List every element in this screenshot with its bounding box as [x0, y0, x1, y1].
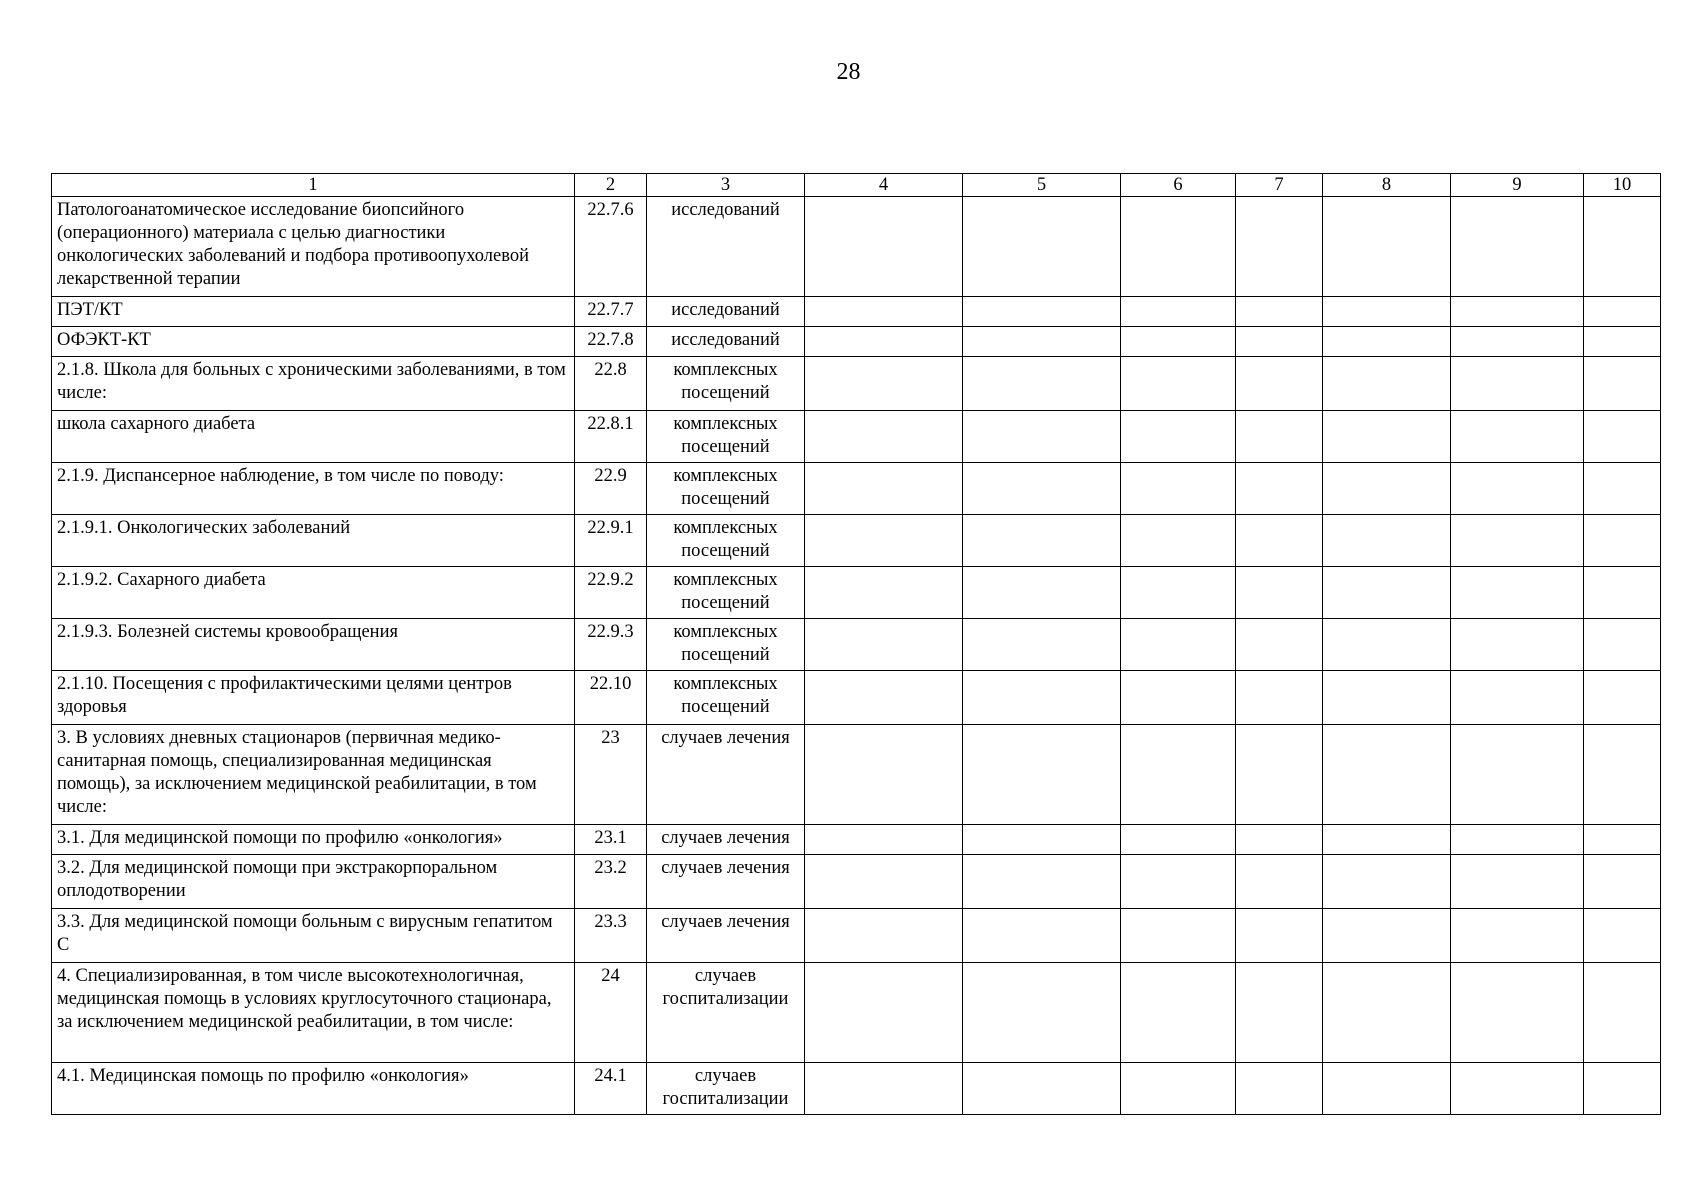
table-row — [52, 297, 1661, 327]
empty-cell — [1584, 619, 1661, 671]
table-row — [52, 357, 1661, 411]
empty-cell — [1236, 725, 1323, 825]
empty-cell — [1451, 619, 1584, 671]
row-name-cell: школа сахарного диабета — [52, 411, 575, 463]
table-header-row — [52, 174, 1661, 197]
table-row — [52, 567, 1661, 619]
empty-cell — [1584, 463, 1661, 515]
empty-cell — [963, 671, 1121, 725]
row-name-cell: 2.1.10. Посещения с профилактическими целями центров здоровья — [52, 671, 575, 725]
empty-cell — [963, 963, 1121, 1063]
empty-cell — [1236, 515, 1323, 567]
empty-cell — [1323, 357, 1451, 411]
empty-cell — [805, 825, 963, 855]
empty-cell — [963, 619, 1121, 671]
empty-cell — [1584, 963, 1661, 1063]
empty-cell — [1121, 963, 1236, 1063]
empty-cell — [1121, 671, 1236, 725]
empty-cell — [1121, 463, 1236, 515]
row-code-cell: 22.9 — [575, 463, 647, 515]
page-number: 28 — [836, 59, 861, 85]
table-row — [52, 515, 1661, 567]
empty-cell — [963, 825, 1121, 855]
empty-cell — [1323, 411, 1451, 463]
empty-cell — [1121, 909, 1236, 963]
empty-cell — [1323, 725, 1451, 825]
row-code-cell: 24 — [575, 963, 647, 1063]
empty-cell — [1236, 825, 1323, 855]
empty-cell — [1451, 357, 1584, 411]
empty-cell — [1236, 411, 1323, 463]
row-name-cell: 3.3. Для медицинской помощи больным с вирусным гепатитом С — [52, 909, 575, 963]
empty-cell — [1451, 567, 1584, 619]
empty-cell — [805, 515, 963, 567]
row-name-cell: Патологоанатомическое исследование биопсийного (операционного) материала с целью диагностики онкологических заболеваний и подбора противоопухолевой лекарственной терапии — [52, 197, 575, 297]
empty-cell — [963, 515, 1121, 567]
row-name-cell: ПЭТ/КТ — [52, 297, 575, 327]
empty-cell — [1451, 909, 1584, 963]
row-code-cell: 22.7.6 — [575, 197, 647, 297]
empty-cell — [963, 197, 1121, 297]
empty-cell — [1451, 671, 1584, 725]
empty-cell — [1323, 515, 1451, 567]
empty-cell — [1584, 327, 1661, 357]
column-header: 9 — [1451, 174, 1584, 197]
row-unit-cell: комплексных посещений — [647, 515, 805, 567]
column-header: 5 — [963, 174, 1121, 197]
table-row — [52, 327, 1661, 357]
empty-cell — [1121, 725, 1236, 825]
column-header: 3 — [647, 174, 805, 197]
empty-cell — [1584, 567, 1661, 619]
empty-cell — [1236, 463, 1323, 515]
row-code-cell: 22.9.2 — [575, 567, 647, 619]
table-row — [52, 963, 1661, 1063]
empty-cell — [1323, 619, 1451, 671]
empty-cell — [1323, 1063, 1451, 1115]
empty-cell — [1121, 197, 1236, 297]
empty-cell — [805, 197, 963, 297]
table-row — [52, 463, 1661, 515]
empty-cell — [1236, 619, 1323, 671]
row-unit-cell: комплексных посещений — [647, 411, 805, 463]
row-code-cell: 24.1 — [575, 1063, 647, 1115]
empty-cell — [1236, 357, 1323, 411]
row-name-cell: 2.1.9.1. Онкологических заболеваний — [52, 515, 575, 567]
empty-cell — [1121, 567, 1236, 619]
empty-cell — [1584, 411, 1661, 463]
empty-cell — [1121, 619, 1236, 671]
empty-cell — [1121, 411, 1236, 463]
row-code-cell: 23.1 — [575, 825, 647, 855]
empty-cell — [1121, 1063, 1236, 1115]
empty-cell — [1451, 825, 1584, 855]
row-unit-cell: случаев лечения — [647, 825, 805, 855]
empty-cell — [1584, 197, 1661, 297]
empty-cell — [805, 909, 963, 963]
empty-cell — [963, 855, 1121, 909]
empty-cell — [1323, 463, 1451, 515]
empty-cell — [1451, 463, 1584, 515]
empty-cell — [805, 1063, 963, 1115]
row-unit-cell: комплексных посещений — [647, 567, 805, 619]
empty-cell — [805, 463, 963, 515]
empty-cell — [1451, 963, 1584, 1063]
empty-cell — [963, 297, 1121, 327]
row-code-cell: 22.9.1 — [575, 515, 647, 567]
empty-cell — [963, 567, 1121, 619]
empty-cell — [1236, 855, 1323, 909]
empty-cell — [805, 963, 963, 1063]
table-row — [52, 411, 1661, 463]
empty-cell — [1323, 963, 1451, 1063]
empty-cell — [1236, 671, 1323, 725]
column-header: 6 — [1121, 174, 1236, 197]
row-unit-cell: комплексных посещений — [647, 619, 805, 671]
empty-cell — [1451, 515, 1584, 567]
empty-cell — [805, 327, 963, 357]
row-unit-cell: случаев лечения — [647, 725, 805, 825]
empty-cell — [1236, 327, 1323, 357]
row-name-cell: 4.1. Медицинская помощь по профилю «онкология» — [52, 1063, 575, 1115]
empty-cell — [1121, 515, 1236, 567]
row-unit-cell: исследований — [647, 327, 805, 357]
table-row — [52, 725, 1661, 825]
empty-cell — [1236, 963, 1323, 1063]
row-code-cell: 22.7.8 — [575, 327, 647, 357]
row-name-cell: 3.2. Для медицинской помощи при экстракорпоральном оплодотворении — [52, 855, 575, 909]
empty-cell — [1584, 515, 1661, 567]
empty-cell — [1584, 855, 1661, 909]
row-name-cell: 2.1.9. Диспансерное наблюдение, в том числе по поводу: — [52, 463, 575, 515]
row-name-cell: 3. В условиях дневных стационаров (первичная медико-санитарная помощь, специализированная медицинская помощь), за исключением медицинской реабилитации, в том числе: — [52, 725, 575, 825]
row-unit-cell: случаев лечения — [647, 909, 805, 963]
row-unit-cell: комплексных посещений — [647, 671, 805, 725]
empty-cell — [805, 725, 963, 825]
empty-cell — [1323, 909, 1451, 963]
empty-cell — [1121, 357, 1236, 411]
row-code-cell: 22.9.3 — [575, 619, 647, 671]
column-header: 4 — [805, 174, 963, 197]
row-code-cell: 22.8.1 — [575, 411, 647, 463]
empty-cell — [1323, 567, 1451, 619]
row-code-cell: 23 — [575, 725, 647, 825]
empty-cell — [1323, 297, 1451, 327]
column-header: 10 — [1584, 174, 1661, 197]
empty-cell — [1323, 327, 1451, 357]
empty-cell — [1236, 567, 1323, 619]
table-row — [52, 855, 1661, 909]
empty-cell — [1451, 327, 1584, 357]
row-code-cell: 22.8 — [575, 357, 647, 411]
empty-cell — [963, 327, 1121, 357]
empty-cell — [963, 463, 1121, 515]
empty-cell — [963, 725, 1121, 825]
empty-cell — [1451, 197, 1584, 297]
empty-cell — [1121, 825, 1236, 855]
empty-cell — [1584, 357, 1661, 411]
empty-cell — [1121, 855, 1236, 909]
empty-cell — [1236, 909, 1323, 963]
row-code-cell: 23.2 — [575, 855, 647, 909]
empty-cell — [805, 619, 963, 671]
row-name-cell: 2.1.8. Школа для больных с хроническими заболеваниями, в том числе: — [52, 357, 575, 411]
empty-cell — [1236, 297, 1323, 327]
row-name-cell: ОФЭКТ-КТ — [52, 327, 575, 357]
empty-cell — [963, 1063, 1121, 1115]
empty-cell — [1323, 671, 1451, 725]
column-header: 7 — [1236, 174, 1323, 197]
empty-cell — [1323, 197, 1451, 297]
table-row — [52, 197, 1661, 297]
table-row — [52, 825, 1661, 855]
column-header: 1 — [52, 174, 575, 197]
empty-cell — [1451, 297, 1584, 327]
empty-cell — [1451, 855, 1584, 909]
row-name-cell: 2.1.9.3. Болезней системы кровообращения — [52, 619, 575, 671]
empty-cell — [1236, 1063, 1323, 1115]
row-code-cell: 22.7.7 — [575, 297, 647, 327]
row-unit-cell: случаев госпитализации — [647, 1063, 805, 1115]
empty-cell — [805, 567, 963, 619]
row-unit-cell: исследований — [647, 297, 805, 327]
empty-cell — [1121, 297, 1236, 327]
empty-cell — [805, 671, 963, 725]
empty-cell — [1584, 725, 1661, 825]
row-code-cell: 23.3 — [575, 909, 647, 963]
table-row — [52, 909, 1661, 963]
row-name-cell: 3.1. Для медицинской помощи по профилю «онкология» — [52, 825, 575, 855]
empty-cell — [1121, 327, 1236, 357]
row-name-cell: 2.1.9.2. Сахарного диабета — [52, 567, 575, 619]
empty-cell — [1323, 825, 1451, 855]
table-row — [52, 671, 1661, 725]
empty-cell — [1323, 855, 1451, 909]
empty-cell — [1451, 725, 1584, 825]
empty-cell — [1451, 1063, 1584, 1115]
empty-cell — [805, 297, 963, 327]
row-unit-cell: случаев госпитализации — [647, 963, 805, 1063]
empty-cell — [1584, 1063, 1661, 1115]
empty-cell — [805, 411, 963, 463]
table-row — [52, 1063, 1661, 1115]
empty-cell — [1584, 671, 1661, 725]
empty-cell — [805, 855, 963, 909]
empty-cell — [1584, 297, 1661, 327]
empty-cell — [963, 411, 1121, 463]
row-name-cell: 4. Специализированная, в том числе высокотехнологичная, медицинская помощь в условиях круглосуточного стационара, за исключением медицинской реабилитации, в том числе: — [52, 963, 575, 1063]
empty-cell — [963, 357, 1121, 411]
empty-cell — [1451, 411, 1584, 463]
table-row — [52, 619, 1661, 671]
empty-cell — [805, 357, 963, 411]
row-code-cell: 22.10 — [575, 671, 647, 725]
empty-cell — [963, 909, 1121, 963]
row-unit-cell: комплексных посещений — [647, 357, 805, 411]
empty-cell — [1584, 909, 1661, 963]
empty-cell — [1584, 825, 1661, 855]
column-header: 2 — [575, 174, 647, 197]
row-unit-cell: случаев лечения — [647, 855, 805, 909]
empty-cell — [1236, 197, 1323, 297]
row-unit-cell: исследований — [647, 197, 805, 297]
column-header: 8 — [1323, 174, 1451, 197]
row-unit-cell: комплексных посещений — [647, 463, 805, 515]
data-table — [51, 173, 1661, 1115]
